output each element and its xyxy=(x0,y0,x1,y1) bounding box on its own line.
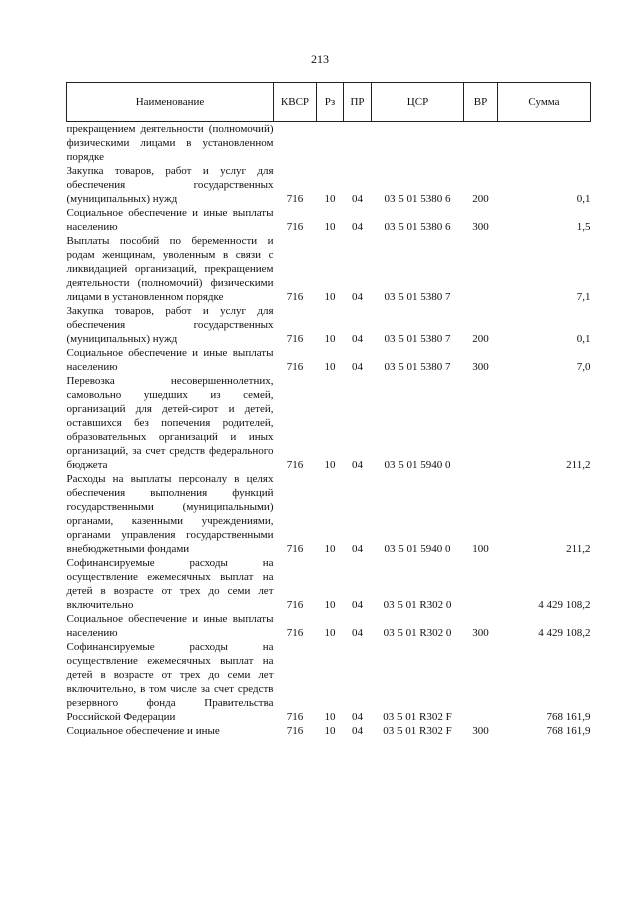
row-name: Социальное обеспечение и иные выплаты населению xyxy=(66,207,274,233)
table-row xyxy=(67,640,591,724)
header-vr: ВР xyxy=(464,83,498,122)
row-kvsr: 716 xyxy=(286,291,304,303)
row-vr: 300 xyxy=(472,361,489,373)
row-csr: 03 5 01 5380 7 xyxy=(384,361,451,373)
table-row xyxy=(67,346,591,374)
row-csr: 03 5 01 R302 0 xyxy=(383,599,452,611)
row-sum xyxy=(498,122,591,165)
row-csr: 03 5 01 5940 0 xyxy=(384,459,451,471)
header-kvsr: КВСР xyxy=(274,83,317,122)
row-pr xyxy=(344,122,372,165)
row-rz: 10 xyxy=(324,711,336,723)
row-pr: 04 xyxy=(352,725,363,737)
header-pr: ПР xyxy=(344,83,372,122)
table-row xyxy=(67,304,591,346)
row-name: Социальное обеспечение и иные xyxy=(66,725,220,737)
row-csr: 03 5 01 5380 6 xyxy=(384,193,451,205)
row-rz: 10 xyxy=(324,627,336,639)
row-rz: 10 xyxy=(324,193,336,205)
budget-table xyxy=(66,82,591,738)
row-sum: 7,0 xyxy=(576,361,591,373)
row-pr: 04 xyxy=(352,291,363,303)
header-rz: Рз xyxy=(317,83,344,122)
row-vr: 300 xyxy=(472,221,489,233)
header-name: Наименование xyxy=(67,83,274,122)
row-kvsr: 716 xyxy=(286,221,304,233)
row-vr: 300 xyxy=(472,725,489,737)
table-row xyxy=(67,556,591,612)
row-name: Закупка товаров, работ и услуг для обеспечения государственных (муниципальных) нужд xyxy=(66,165,274,205)
row-sum: 7,1 xyxy=(576,291,591,303)
row-csr: 03 5 01 5380 6 xyxy=(384,221,451,233)
row-rz: 10 xyxy=(324,459,336,471)
row-rz: 10 xyxy=(324,291,336,303)
row-kvsr: 716 xyxy=(286,459,304,471)
row-vr xyxy=(464,234,498,304)
row-csr: 03 5 01 R302 0 xyxy=(383,627,452,639)
row-pr: 04 xyxy=(352,459,363,471)
table-row xyxy=(67,234,591,304)
row-pr: 04 xyxy=(352,333,363,345)
page-number: 213 xyxy=(311,52,329,66)
row-sum: 4 429 108,2 xyxy=(538,599,591,611)
row-rz: 10 xyxy=(324,725,336,737)
row-csr: 03 5 01 5380 7 xyxy=(384,291,451,303)
table-row xyxy=(67,122,591,165)
row-kvsr: 716 xyxy=(286,193,304,205)
row-name: прекращением деятельности (полномочий) физическими лицами в установленном порядке xyxy=(66,123,274,163)
header-row xyxy=(67,83,591,122)
row-vr xyxy=(464,122,498,165)
row-vr xyxy=(464,374,498,472)
row-rz xyxy=(317,122,344,165)
row-vr: 200 xyxy=(472,193,489,205)
row-csr: 03 5 01 5940 0 xyxy=(384,543,451,555)
table-header xyxy=(67,83,591,122)
row-sum: 768 161,9 xyxy=(546,711,591,723)
row-kvsr: 716 xyxy=(286,725,304,737)
row-csr: 03 5 01 R302 F xyxy=(383,725,452,737)
row-name: Софинансируемые расходы на осуществление ежемесячных выплат на детей в возрасте от трех до семи лет включительно, в том числе за счет средств резервного фонда Правительства Российской Федерации xyxy=(66,641,274,723)
row-kvsr: 716 xyxy=(286,599,304,611)
row-vr xyxy=(464,556,498,612)
row-vr: 300 xyxy=(472,627,489,639)
row-name: Закупка товаров, работ и услуг для обеспечения государственных (муниципальных) нужд xyxy=(66,305,274,345)
row-rz: 10 xyxy=(324,361,336,373)
row-csr: 03 5 01 R302 F xyxy=(383,711,452,723)
row-pr: 04 xyxy=(352,361,363,373)
row-sum: 4 429 108,2 xyxy=(538,627,591,639)
row-pr: 04 xyxy=(352,221,363,233)
row-pr: 04 xyxy=(352,627,363,639)
header-csr: ЦСР xyxy=(372,83,464,122)
row-pr: 04 xyxy=(352,711,363,723)
row-name: Расходы на выплаты персоналу в целях обеспечения выполнения функций государственными (муниципальными) органами, казенными учреждениями, органами управления государственными внебюджетными фондами xyxy=(66,473,274,555)
row-rz: 10 xyxy=(324,221,336,233)
row-sum: 0,1 xyxy=(576,333,591,345)
header-sum: Сумма xyxy=(498,83,591,122)
row-pr: 04 xyxy=(352,599,363,611)
row-sum: 0,1 xyxy=(576,193,591,205)
row-kvsr: 716 xyxy=(286,543,304,555)
row-name: Выплаты пособий по беременности и родам женщинам, уволенным в связи с ликвидацией организаций, прекращением деятельности (полномочий) физическими лицами в установленном порядке xyxy=(66,235,274,303)
table-row xyxy=(67,374,591,472)
row-vr: 200 xyxy=(472,333,489,345)
row-pr: 04 xyxy=(352,193,363,205)
row-kvsr: 716 xyxy=(286,333,304,345)
row-vr xyxy=(464,640,498,724)
row-csr: 03 5 01 5380 7 xyxy=(384,333,451,345)
row-csr xyxy=(372,122,464,165)
row-rz: 10 xyxy=(324,333,336,345)
row-name: Социальное обеспечение и иные выплаты населению xyxy=(66,347,274,373)
table-row xyxy=(67,206,591,234)
row-sum: 211,2 xyxy=(566,459,591,471)
row-vr: 100 xyxy=(472,543,489,555)
row-name: Перевозка несовершеннолетних, самовольно ушедших из семей, организаций для детей-сирот и детей, оставшихся без попечения родителей, образовательных организаций и иных организаций, за счет средств федерального бюджета xyxy=(66,375,274,471)
table-row xyxy=(67,724,591,738)
row-sum: 768 161,9 xyxy=(546,725,591,737)
row-sum: 1,5 xyxy=(576,221,591,233)
row-rz: 10 xyxy=(324,599,336,611)
row-pr: 04 xyxy=(352,543,363,555)
row-kvsr: 716 xyxy=(286,627,304,639)
row-name: Социальное обеспечение и иные выплаты населению xyxy=(66,613,274,639)
table-row xyxy=(67,612,591,640)
row-sum: 211,2 xyxy=(566,543,591,555)
row-name: Софинансируемые расходы на осуществление ежемесячных выплат на детей в возрасте от трех до семи лет включительно xyxy=(66,557,274,611)
table-row xyxy=(67,472,591,556)
row-kvsr xyxy=(274,122,317,165)
table-row xyxy=(67,164,591,206)
row-kvsr: 716 xyxy=(286,711,304,723)
table-body xyxy=(67,122,591,739)
row-kvsr: 716 xyxy=(286,361,304,373)
row-rz: 10 xyxy=(324,543,336,555)
